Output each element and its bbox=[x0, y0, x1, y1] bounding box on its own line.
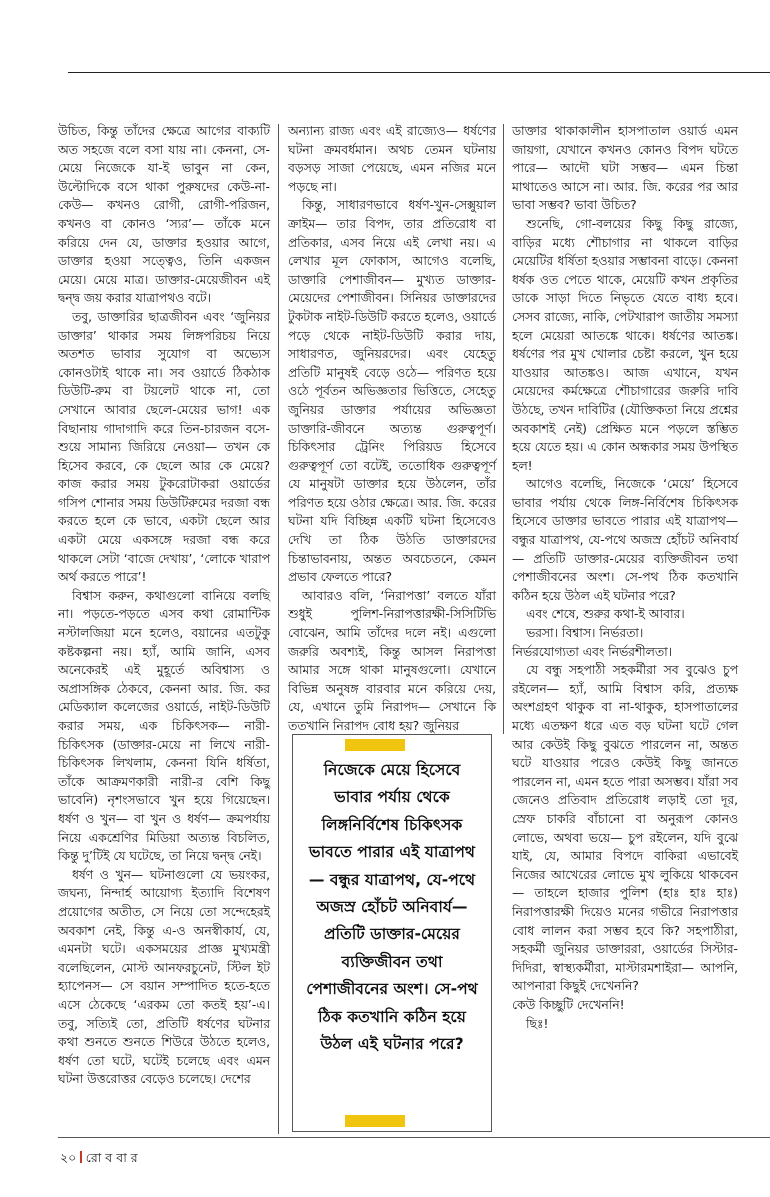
paragraph: শুনেছি, গো-বলয়ের কিছু কিছু রাজ্যে, বাড়ির মধ্যে শৌচাগার না থাকলে বাড়ির মেয়েটির ধর্ষিতা হওয়ার সম্ভাবনা বাড়ে। কেননা ধর্ষক ওত পেতে থাকে, মেয়েটি কখন প্রকৃতির ডাকে সাড়া দিতে নিভৃতে যেতে বাধ্য হবে। সেসব রাজ্যে, নাকি, পেটখারাপ জাতীয় সমস্যা হলে মেয়েরা আতঙ্কে থাকে। ধর্ষণের আতঙ্ক। ধর্ষণের পর মুখ খোলার চেষ্টা করলে, খুন হয়ে যাওয়ার আতঙ্কও। আজ এখানে, যখন মেয়েদের কর্মক্ষেত্রে শৌচাগারের জরুরি দাবি উঠছে, তখন দাবিটির (যৌক্তিকতা নিয়ে প্রশ্নের অবকাশই নেই) প্রেক্ষিত মনে পড়লে স্তম্ভিত হয়ে যেতে হয়। এ কোন অন্ধকার সময় উপস্থিত হল! bbox=[512, 216, 738, 473]
article-column-3 bbox=[512, 122, 738, 1033]
paragraph: অন্যান্য রাজ্য এবং এই রাজ্যেও— ধর্ষণের ঘটনা ক্রমবর্ধমান। অথচ তেমন ঘটনায় বড়সড় সাজা পেয়েছে, এমন নজির মনে পড়ছে না। bbox=[288, 124, 496, 194]
paragraph: উচিত, কিন্তু তাঁদের ক্ষেত্রে আগের বাক্যটি অত সহজে বলে বসা যায় না। কেননা, সে-মেয়ে নিজেকে যা-ই ভাবুন না কেন, উল্টোদিকে বসে থাকা পুরুষদের কেউ-না-কেউ— কখনও রোগী, রোগী-পরিজন, কখনও বা কোনও ‘স্যর’— তাঁকে মনে করিয়ে দেন যে, ডাক্তার হওয়ার আগে, ডাক্তার হওয়া সত্ত্বেও, তিনি একজন মেয়ে। মেয়ে মাত্র। ডাক্তার-মেয়েজীবন এই দ্বন্দ্ব জয় করার যাত্রাপথও বটে। bbox=[58, 124, 270, 306]
paragraph: নির্ভরযোগ্যতা এবং নির্ভরশীলতা। bbox=[512, 644, 673, 659]
paragraph: আগেও বলেছি, নিজেকে ‘মেয়ে’ হিসেবে ভাবার পর্যায় থেকে লিঙ্গ-নির্বিশেষ চিকিৎসক হিসেবে ডাক্তার ভাবতে পারার এই যাত্রাপথ— বন্ধুর যাত্রাপথ, যে-পথে অজস্র হোঁচট অনিবার্য— প্রতিটি ডাক্তার-মেয়ের ব্যক্তিজীবন তথা পেশাজীবনের অংশ। সে-পথ ঠিক কতখানি কঠিন হয়ে উঠল এই ঘটনার পরে? bbox=[512, 477, 738, 603]
paragraph: আবারও বলি, ‘নিরাপত্তা’ বলতে যাঁরা শুধুই পুলিশ-নিরাপত্তারক্ষী-সিসিটিভি বোঝেন, আমি তাঁদের দলে নই। এগুলো জরুরি অবশ্যই, কিন্তু আসল নিরাপত্তা আমার সঙ্গে থাকা মানুষগুলো। যেখানে বিভিন্ন অনুষঙ্গ বারবার মনে করিয়ে দেয়, যে, এখানে তুমি নিরাপদ— সেখানে কি ততখানি নিরাপদ বোধ হয়? জুনিয়র bbox=[288, 588, 496, 733]
paragraph: তবু, ডাক্তারির ছাত্রজীবন এবং ‘জুনিয়র ডাক্তার’ থাকার সময় লিঙ্গপরিচয় নিয়ে অতশত ভাবার সুযোগ বা অভ্যেস কোনওটাই থাকে না। সব ওয়ার্ডে ঠিকঠাক ডিউটি-রুম বা টয়লেট থাকে না, তো সেখানে আবার ছেলে-মেয়ের ভাগ! এক বিছানায় গাদাগাদি করে তিন-চারজন বসে-শুয়ে সামান্য জিরিয়ে নেওয়া— তখন কে হিসেব করবে, কে ছেলে আর কে মেয়ে? কাজ করার সময় টুকরোটাকরা ওয়ার্ডের গসিপ শোনার সময় ডিউটিরুমের দরজা বন্ধ করতে হলে কে ভাবে, একটা ছেলে আর একটা মেয়ে একসঙ্গে দরজা বন্ধ করে থাকলে সেটা ‘বাজে দেখায়’, ‘লোকে খারাপ অর্থ করতে পারে’! bbox=[58, 309, 270, 585]
paragraph: কিন্তু, সাধারণভাবে ধর্ষণ-খুন-সেক্সুয়াল ক্রাইম— তার বিপদ, তার প্রতিরোধ বা প্রতিকার, এসব নিয়ে এই লেখা নয়। এ লেখার মূল ফোকাস, আগেও বলেছি, ডাক্তারি পেশাজীবন— মুখ্যত ডাক্তার-মেয়েদের পেশাজীবন। সিনিয়র ডাক্তারদের টুকটাক নাইট-ডিউটি করতে হলেও, ওয়ার্ডে পড়ে থেকে নাইট-ডিউটি করার দায়, সাধারণত, জুনিয়রদের। এবং যেহেতু প্রতিটি মানুষই বেড়ে ওঠে— পরিণত হয়ে ওঠে পূর্বতন অভিজ্ঞতার ভিত্তিতে, সেহেতু জুনিয়র ডাক্তার পর্যায়ের অভিজ্ঞতা ডাক্তারি-জীবনে অত্যন্ত গুরুত্বপূর্ণ। চিকিৎসার ট্রেনিং পিরিয়ড হিসেবে গুরুত্বপূর্ণ তো বটেই, ততোধিক গুরুত্বপূর্ণ যে মানুষটা ডাক্তার হয়ে উঠলেন, তাঁর পরিণত হয়ে ওঠার ক্ষেত্রে। আর. জি. করের ঘটনা যদি বিচ্ছিন্ন একটি ঘটনা হিসেবেও দেখি তা ঠিক উঠতি ডাক্তারদের চিন্তাভাবনায়, অন্তত অবচেতনে, কেমন প্রভাব ফেলতে পারে? bbox=[288, 198, 496, 585]
paragraph: এবং শেষে, শুরুর কথা-ই আবার। bbox=[526, 607, 685, 622]
pull-quote-box bbox=[292, 734, 492, 1132]
paragraph: ভরসা। বিশ্বাস। নির্ভরতা। bbox=[526, 626, 644, 641]
paragraph: বিশ্বাস করুন, কথাগুলো বানিয়ে বলছি না। পড়তে-পড়তে এসব কথা রোমান্টিক নস্টালজিয়া মনে হলেও, বয়ানের এতটুকু কষ্টকল্পনা নয়। হ্যাঁ, আমি জানি, এসব অনেকেরই এই মুহূর্তে অবিশ্বাস্য ও অপ্রাসঙ্গিক ঠেকবে, কেননা আর. জি. কর মেডিক্যাল কলেজের ওয়ার্ডে, নাইট-ডিউটি করার সময়, এক চিকিৎসক— নারী-চিকিৎসক (ডাক্তার-মেয়ে না লিখে নারী-চিকিৎসক লিখলাম, কেননা যিনি ধর্ষিতা, তাঁকে আক্রমণকারী নারী-র বেশি কিছু ভাবেনি) নৃশংসভাবে খুন হয়ে গিয়েছেন। ধর্ষণ ও খুন— বা খুন ও ধর্ষণ— ক্রমপর্যায় নিয়ে একশ্রেণির মিডিয়া অত্যন্ত বিচলিত, কিন্তু দু’টিই যে ঘটেছে, তা নিয়ে দ্বন্দ্ব নেই। bbox=[58, 588, 270, 864]
publication-name: রো ব বা র bbox=[85, 1150, 138, 1165]
paragraph: যে বন্ধু সহপাঠী সহকর্মীরা সব বুঝেও চুপ রইলেন— হ্যাঁ, আমি বিশ্বাস করি, প্রত্যক্ষ অংশগ্রহণ থাকুক বা না-থাকুক, হাসপাতালের মধ্যে এতক্ষণ ধরে এত বড় ঘটনা ঘটে গেল আর কেউই কিছু বুঝতে পারলেন না, অন্তত ঘটে যাওয়ার পরেও কেউই কিছু জানতে পারলেন না, এমন হতে পারা অসম্ভব। যাঁরা সব জেনেও প্রতিবাদ প্রতিরোধ লড়াই তো দূর, স্রেফ চাকরি বাঁচানো বা অনুরূপ কোনও লোভে, অথবা ভয়ে— চুপ রইলেন, যদি বুঝে যাই, যে, আমার বিপদে বাকিরা এভাবেই নিজের আখেরের লোভে মুখ লুকিয়ে থাকবেন— তাহলে হাজার পুলিশ (হাঃ হাঃ হাঃ) নিরাপত্তারক্ষী দিয়েও মনের গভীরে নিরাপত্তার বোধ লালন করা সম্ভব হবে কি? সহপাঠীরা, সহকর্মী জুনিয়র ডাক্তাররা, ওয়ার্ডের সিস্টার-দিদিরা, স্বাস্থ্যকর্মীরা, মাস্টারমশাইরা— আপনি, আপনারা কিছুই দেখেননি? bbox=[512, 663, 738, 994]
pull-quote-accent-bar bbox=[345, 1115, 405, 1127]
pull-quote-text: নিজেকে মেয়ে হিসেবে ভাবার পর্যায় থেকে লিঙ্গনির্বিশেষ চিকিৎসক ভাবতে পারার এই যাত্রাপথ— বন্ধুর যাত্রাপথ, যে-পথে অজস্র হোঁচট অনিবার্য— প্রতিটি ডাক্তার-মেয়ের ব্যক্তিজীবন তথা পেশাজীবনের অংশ। সে-পথ ঠিক কতখানি কঠিন হয়ে উঠল এই ঘটনার পরে? bbox=[306, 761, 478, 1054]
footer-separator bbox=[80, 1151, 82, 1163]
article-column-1 bbox=[58, 122, 270, 1089]
page-number: ২০ bbox=[60, 1150, 77, 1165]
page-footer bbox=[60, 1150, 138, 1170]
header-rule bbox=[68, 72, 770, 73]
footer-rule bbox=[58, 1137, 770, 1138]
paragraph: কেউ কিচ্ছুটি দেখেননি! bbox=[512, 997, 625, 1012]
pull-quote-accent-bar bbox=[345, 739, 405, 751]
paragraph: ছিঃ! bbox=[526, 1016, 549, 1031]
column-divider bbox=[278, 124, 279, 1134]
column-divider bbox=[503, 124, 504, 734]
paragraph: ডাক্তার থাকাকালীন হাসপাতাল ওয়ার্ড এমন জায়গা, যেখানে কখনও কোনও বিপদ ঘটতে পারে— আদৌ ঘটা সম্ভব— এমন চিন্তা মাথাতেও আসে না। আর. জি. করের পর আর ভাবা সম্ভব? ভাবা উচিত? bbox=[512, 124, 738, 213]
article-column-2 bbox=[288, 122, 496, 736]
paragraph: ধর্ষণ ও খুন— ঘটনাগুলো যে ভয়ংকর, জঘন্য, নিন্দার্হ আয়োগ্য ইত্যাদি বিশেষণ প্রয়োগের অতীত, সে নিয়ে তো সন্দেহেরই অবকাশ নেই, কিন্তু এ-ও অনস্বীকার্য, যে, এমনটা ঘটে। একসময়ের প্রাজ্ঞ মুখ্যমন্ত্রী বলেছিলেন, মোস্ট আনফরচুনেট, স্টিল ইট হ্যাপেনস— সে বয়ান সম্পাদিত হতে-হতে এসে ঠেকেছে ‘এরকম তো কতই হয়’-এ। তবু, সত্যিই তো, প্রতিটি ধর্ষণের ঘটনার কথা শুনতে শুনতে শিউরে উঠতে হলেও, ধর্ষণ তো ঘটে, ঘটেই চলেছে এবং এমন ঘটনা উত্তরোত্তর বেড়েও চলেছে। দেশের bbox=[58, 867, 270, 1087]
